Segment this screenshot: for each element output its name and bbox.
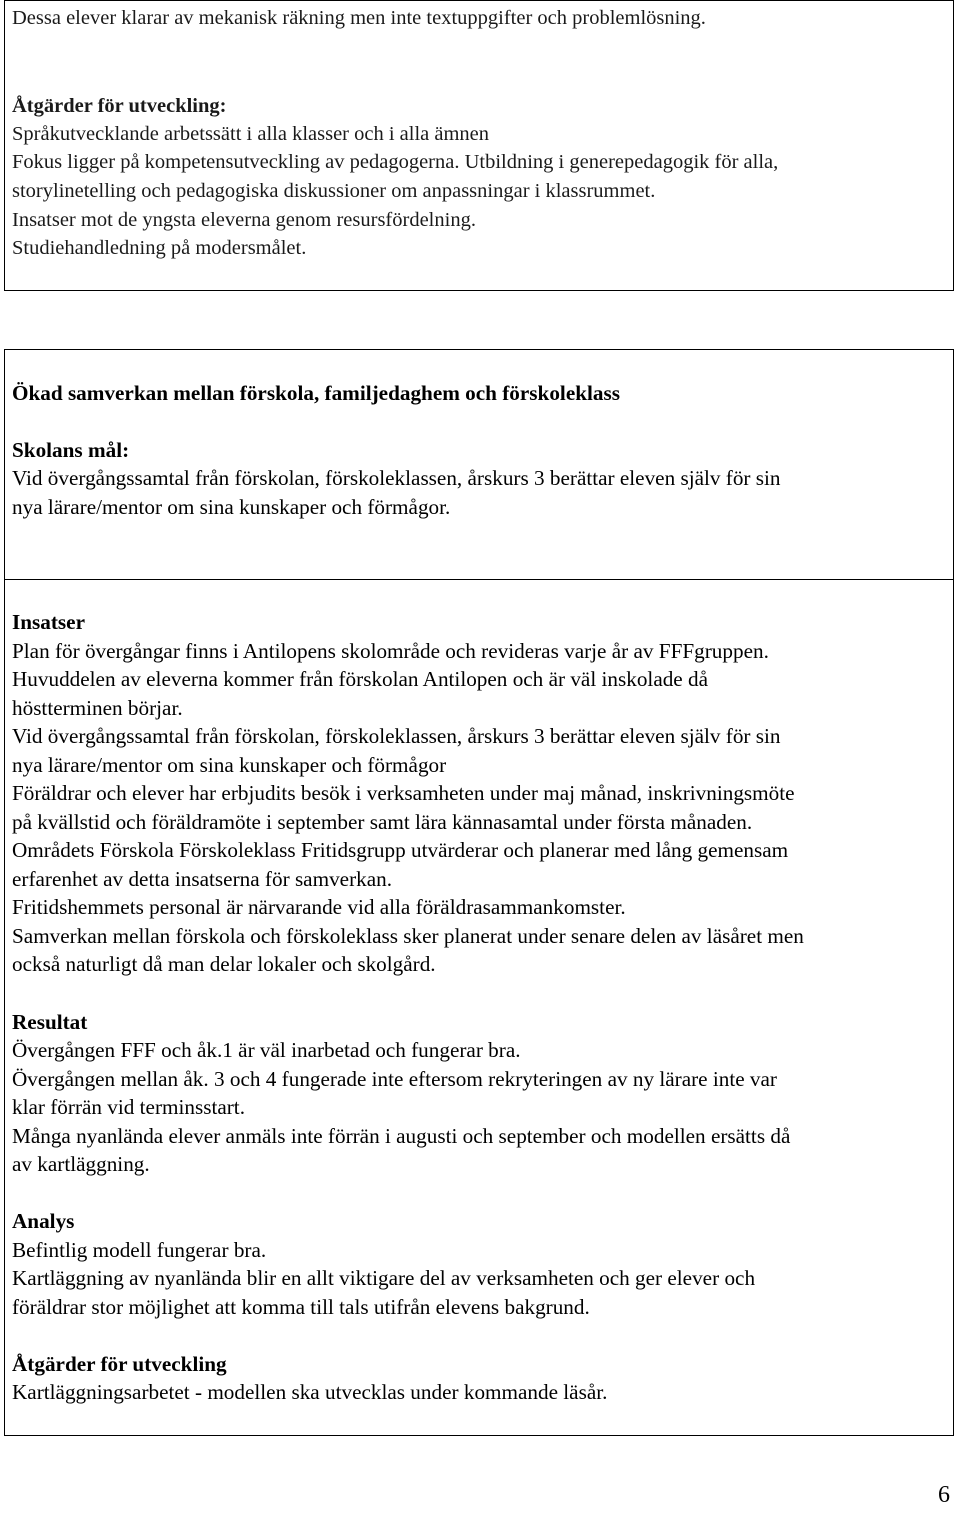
text-line: Fritidshemmets personal är närvarande vid alla föräldrasammankomster. xyxy=(12,895,626,919)
text-line: Samverkan mellan förskola och förskoleklass sker planerat under senare delen av läsåret men xyxy=(12,924,804,948)
text-line: nya lärare/mentor om sina kunskaper och förmågor xyxy=(12,753,447,777)
text-line: erfarenhet av detta insatserna för samverkan. xyxy=(12,867,393,891)
text-line: höstterminen börjar. xyxy=(12,696,183,720)
text-line: Vid övergångssamtal från förskolan, förskoleklassen, årskurs 3 berättar eleven själv för sin xyxy=(12,466,781,490)
heading-skolans-mal: Skolans mål: xyxy=(12,438,130,462)
text-line: nya lärare/mentor om sina kunskaper och förmågor. xyxy=(12,495,451,519)
text-line: Insatser mot de yngsta eleverna genom resursfördelning. xyxy=(12,209,476,231)
text-line: storylinetelling och pedagogiska diskussioner om anpassningar i klassrummet. xyxy=(12,180,656,202)
section-box-1 xyxy=(4,0,954,291)
heading-atgarder: Åtgärder för utveckling: xyxy=(12,95,227,117)
text-line: Föräldrar och elever har erbjudits besök i verksamheten under maj månad, inskrivningsmöte xyxy=(12,781,795,805)
text-line: av kartläggning. xyxy=(12,1152,150,1176)
text-line: Kartläggning av nyanlända blir en allt viktigare del av verksamheten och ger elever och xyxy=(12,1266,756,1290)
text-line: Befintlig modell fungerar bra. xyxy=(12,1238,267,1262)
text-line: Övergången mellan åk. 3 och 4 fungerade inte eftersom rekryteringen av ny lärare inte var xyxy=(12,1067,777,1091)
section-box-3 xyxy=(4,579,954,1436)
heading-analys: Analys xyxy=(12,1209,75,1233)
text-line: Plan för övergångar finns i Antilopens skolområde och revideras varje år av FFFgruppen. xyxy=(12,639,769,663)
text-line: på kvällstid och föräldramöte i september samt lära kännasamtal under första månaden. xyxy=(12,810,753,834)
text-line: föräldrar stor möjlighet att komma till tals utifrån elevens bakgrund. xyxy=(12,1295,590,1319)
section-title: Ökad samverkan mellan förskola, familjedaghem och förskoleklass xyxy=(12,381,620,405)
text-line: Huvuddelen av eleverna kommer från förskolan Antilopen och är väl inskolade då xyxy=(12,667,709,691)
section-box-2 xyxy=(4,349,954,580)
text-line: Områdets Förskola Förskoleklass Fritidsgrupp utvärderar och planerar med lång gemensam xyxy=(12,838,789,862)
text-line: Studiehandledning på modersmålet. xyxy=(12,237,307,259)
text-line: Många nyanlända elever anmäls inte förrän i augusti och september och modellen ersätts då xyxy=(12,1124,791,1148)
heading-atgarder-utveckling: Åtgärder för utveckling xyxy=(12,1352,227,1376)
text-line: Dessa elever klarar av mekanisk räkning men inte textuppgifter och problemlösning. xyxy=(12,7,706,29)
text-line: klar förrän vid terminsstart. xyxy=(12,1095,245,1119)
text-line: också naturligt då man delar lokaler och skolgård. xyxy=(12,952,436,976)
text-line: Språkutvecklande arbetssätt i alla klasser och i alla ämnen xyxy=(12,123,490,145)
text-line: Fokus ligger på kompetensutveckling av pedagogerna. Utbildning i generepedagogik för alla, xyxy=(12,151,779,173)
page-number: 6 xyxy=(938,1482,950,1508)
heading-insatser: Insatser xyxy=(12,610,85,634)
text-line: Vid övergångssamtal från förskolan, förskoleklassen, årskurs 3 berättar eleven själv för sin xyxy=(12,724,781,748)
text-line: Kartläggningsarbetet - modellen ska utvecklas under kommande läsår. xyxy=(12,1380,608,1404)
heading-resultat: Resultat xyxy=(12,1010,88,1034)
text-line: Övergången FFF och åk.1 är väl inarbetad och fungerar bra. xyxy=(12,1038,521,1062)
